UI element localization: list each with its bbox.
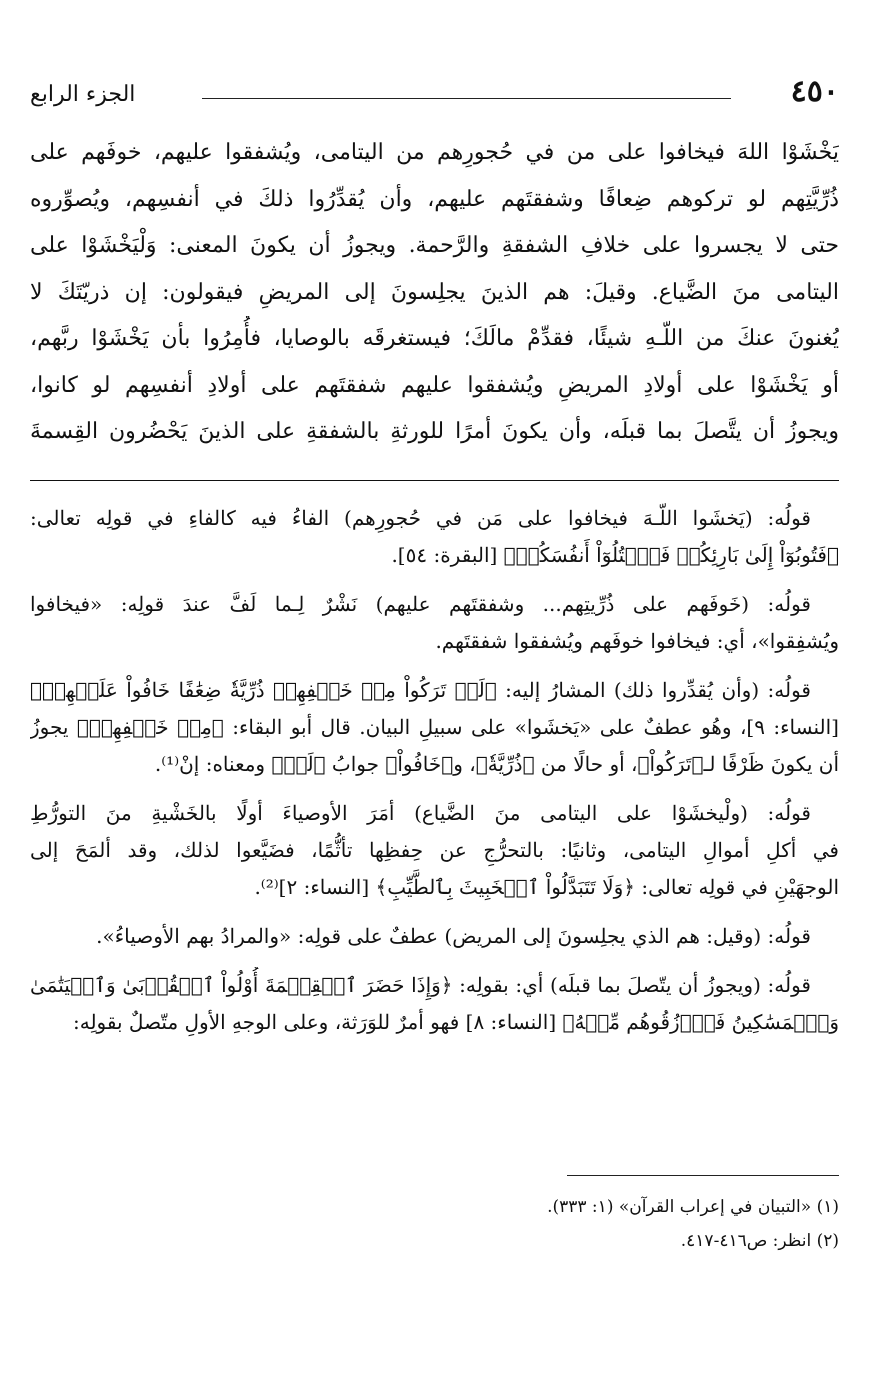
commentary-line: قولُه: (وقيل: هم الذي يجلِسونَ إلى المريض) عطفٌ على قولِه: «والمرادُ بهم الأوصياءُ». xyxy=(96,924,811,948)
page-number: ٤٥٠ xyxy=(790,74,839,109)
commentary-line: ﴿فَتُوبُوٓاْ إِلَىٰ بَارِئِكُمۡ فَٱقۡتُلُوٓاْ أَنفُسَكُمۡ﴾ [البقرة: ٥٤]. xyxy=(391,543,839,567)
footnotes xyxy=(30,1190,839,1258)
running-header xyxy=(30,72,839,118)
commentary-line: [النساء: ٩]، وهُو عطفٌ على «يَخشَوا» على سبيلِ البيان. قال أبو البقاء: ﴿مِنۡ خَلۡفِهِمۡ﴾ يجوزُ xyxy=(30,715,839,739)
commentary-line: أن يكونَ ظَرْفًا لـ﴿تَرَكُواْ﴾، أو حالًا من ﴿ذُرِّيَّةٗ﴾، و﴿خَافُواْ﴾ جوابُ ﴿لَوۡ﴾ ومعناه: إنْ⁽¹⁾. xyxy=(154,752,839,776)
commentary-paragraph xyxy=(30,672,839,783)
main-text-line: اليتامى منَ الضَّياع. وقيلَ: هم الذينَ يجلِسونَ إلى المريضِ فيقولون: إن ذريّتَكَ لا xyxy=(30,279,839,305)
commentary-line: ويُشفِقوا»، أي: فيخافوا خوفَهم ويُشفقوا شفقتَهم. xyxy=(435,629,839,653)
commentary xyxy=(30,500,839,1053)
main-text-line: يُغنونَ عنكَ من اللّـهِ شيئًا، فقدِّمْ مالَكَ؛ فيستغرقَه بالوصايا، فأُمِرُوا بأن يَخْشَوْا ربَّهم، xyxy=(30,326,839,351)
commentary-line: قولُه: (ويجوزُ أن يتّصلَ بما قبلَه) أي: بقولِه: ﴿وَإِذَا حَضَرَ ٱلۡقِسۡمَةَ أُوْلُواْ ٱلۡقُرۡبَىٰ وَٱلۡيَتَٰمَىٰ xyxy=(30,973,811,997)
commentary-line: قولُه: (يَخشَوا اللّـهَ فيخافوا على مَن في حُجورِهم) الفاءُ فيه كالفاءِ في قولِه تعالى: xyxy=(30,506,811,530)
commentary-paragraph xyxy=(30,795,839,906)
part-title: الجزء الرابع xyxy=(30,82,136,107)
text-divider xyxy=(30,480,839,481)
main-text-line: أو يَخْشَوْا على أولادِ المريضِ ويُشفقوا عليهم شفقتَهم على أولادِ أنفسِهم لو كانوا، xyxy=(30,372,839,398)
commentary-paragraph xyxy=(30,586,839,660)
main-text xyxy=(30,130,839,470)
commentary-line: قولُه: (وأن يُقدِّروا ذلك) المشارُ إليه: ﴿لَوۡ تَرَكُواْ مِنۡ خَلۡفِهِمۡ ذُرِّيَّةٗ ضِعَٰفًا خَافُواْ عَلَيۡهِمۡ﴾ xyxy=(30,678,811,702)
footnote: (١) «التبيان في إعراب القرآن» (١: ٣٣٣). xyxy=(547,1197,839,1217)
commentary-line: قولُه: (ولْيخشَوْا على اليتامى منَ الضَّياع) أمَرَ الأوصياءَ أولًا بالخَشْيةِ منَ التورُّطِ xyxy=(30,801,811,825)
main-text-line: ويجوزُ أن يتَّصلَ بما قبلَه، وأن يكونَ أمرًا للورثةِ بالشفقةِ على الذينَ يَحْضُرون القِسمةَ xyxy=(30,419,839,444)
commentary-line: وَٱلۡمَسَٰكِينُ فَٱرۡزُقُوهُم مِّنۡهُ﴾ [النساء: ٨] فهو أمرٌ للوَرَثة، وعلى الوجهِ الأولِ متّصلٌ بقولِه: xyxy=(73,1010,839,1034)
main-text-line: حتى لا يجسروا على خلافِ الشفقةِ والرَّحمة. ويجوزُ أن يكونَ المعنى: وَلْيَخْشَوْا على xyxy=(30,233,839,258)
footnote: (٢) انظر: ص٤١٦-٤١٧. xyxy=(680,1231,839,1251)
commentary-paragraph xyxy=(30,500,839,574)
commentary-paragraph xyxy=(30,918,839,955)
main-text-line: يَخْشَوْا اللهَ فيخافوا على من في حُجورِهم من اليتامى، ويُشفقوا عليهم، خوفَهم على xyxy=(30,140,839,165)
footnote-rule xyxy=(567,1175,839,1176)
commentary-paragraph xyxy=(30,967,839,1041)
commentary-line: قولُه: (خَوفَهم على ذُرِّيتِهم... وشفقتَهم عليهم) نَشْرٌ لِـما لَفَّ عندَ قولِه: «فيخافوا xyxy=(30,592,811,616)
commentary-line: الوجهَيْنِ في قولِه تعالى: ﴿وَلَا تَتَبَدَّلُواْ ٱلۡخَبِيثَ بِٱلطَّيِّبِ﴾ [النساء: ٢]⁽²⁾. xyxy=(254,875,839,899)
commentary-line: في أكلِ أموالِ اليتامى، وثانيًا: بالتحرُّجِ عن حِفظِها تأثُّمًا، فضَيَّعوا لذلك، وقد ألمَحَ إلى xyxy=(30,838,839,862)
main-text-line: ذُرِّيَّتِهم لو تركوهم ضِعافًا وشفقتَهم عليهم، وأن يُقدِّرُوا ذلكَ في أنفسِهم، ويُصوِّروه xyxy=(30,186,839,212)
header-rule xyxy=(202,98,731,99)
